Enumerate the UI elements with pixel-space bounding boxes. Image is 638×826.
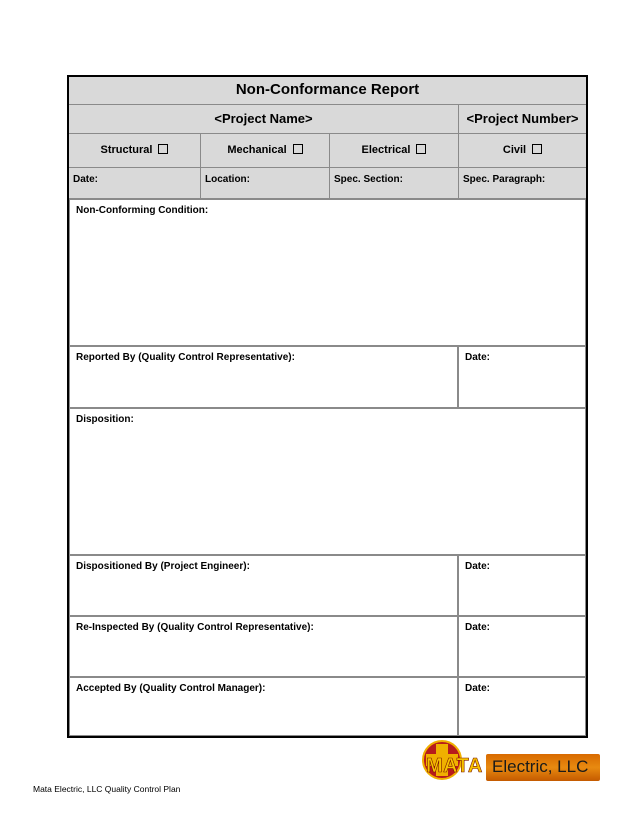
disposition-box[interactable]	[69, 408, 586, 555]
nonconformance-form	[67, 75, 588, 738]
accepted-by-box[interactable]	[69, 677, 458, 736]
reinspected-by-box[interactable]	[69, 616, 458, 677]
form-title-row	[69, 77, 586, 105]
logo-name: Electric, LLC	[492, 757, 589, 776]
discipline-label: Civil	[502, 144, 527, 156]
dispositioned-date-box[interactable]	[458, 555, 586, 616]
project-number-cell	[458, 105, 586, 133]
checkbox-icon[interactable]	[416, 144, 426, 154]
discipline-civil[interactable]	[458, 134, 586, 167]
checkbox-icon[interactable]	[532, 144, 542, 154]
project-row	[69, 105, 586, 134]
reported-date-label: Date:	[465, 352, 491, 363]
mata-electric-logo	[420, 738, 602, 783]
form-title: Non-Conformance Report	[235, 81, 420, 98]
date-field[interactable]: Date:	[73, 174, 99, 185]
spec-paragraph-field[interactable]: Spec. Paragraph:	[458, 168, 586, 198]
form-body	[69, 199, 586, 736]
dispositioned-by-label: Dispositioned By (Project Engineer):	[76, 561, 250, 572]
logo-mark: MATA	[426, 755, 483, 777]
dispositioned-by-box[interactable]	[69, 555, 458, 616]
accepted-date-box[interactable]	[458, 677, 586, 736]
reported-date-box[interactable]	[458, 346, 586, 408]
reported-by-box[interactable]	[69, 346, 458, 408]
reinspected-date-box[interactable]	[458, 616, 586, 677]
discipline-label: Electrical	[361, 144, 411, 156]
discipline-electrical[interactable]	[329, 134, 458, 167]
checkbox-icon[interactable]	[293, 144, 303, 154]
checkbox-icon[interactable]	[158, 144, 168, 154]
discipline-row	[69, 134, 586, 168]
discipline-mechanical[interactable]	[200, 134, 329, 167]
reinspected-date-label: Date:	[465, 622, 491, 633]
discipline-structural[interactable]	[69, 134, 200, 167]
location-field[interactable]: Location:	[200, 168, 329, 198]
accepted-by-label: Accepted By (Quality Control Manager):	[76, 683, 266, 694]
info-row	[69, 168, 586, 199]
footer-text: Mata Electric, LLC Quality Control Plan	[33, 784, 181, 794]
discipline-label: Structural	[100, 144, 153, 156]
reported-by-label: Reported By (Quality Control Representative):	[76, 352, 295, 363]
discipline-label: Mechanical	[227, 144, 287, 156]
nonconforming-condition-box[interactable]	[69, 199, 586, 346]
dispositioned-date-label: Date:	[465, 561, 491, 572]
nonconforming-condition-label: Non-Conforming Condition:	[76, 205, 209, 216]
project-number: <Project Number>	[466, 111, 579, 126]
disposition-label: Disposition:	[76, 414, 134, 425]
reinspected-by-label: Re-Inspected By (Quality Control Representative):	[76, 622, 314, 633]
accepted-date-label: Date:	[465, 683, 491, 694]
project-name: <Project Name>	[214, 111, 313, 126]
spec-section-field[interactable]: Spec. Section:	[329, 168, 458, 198]
